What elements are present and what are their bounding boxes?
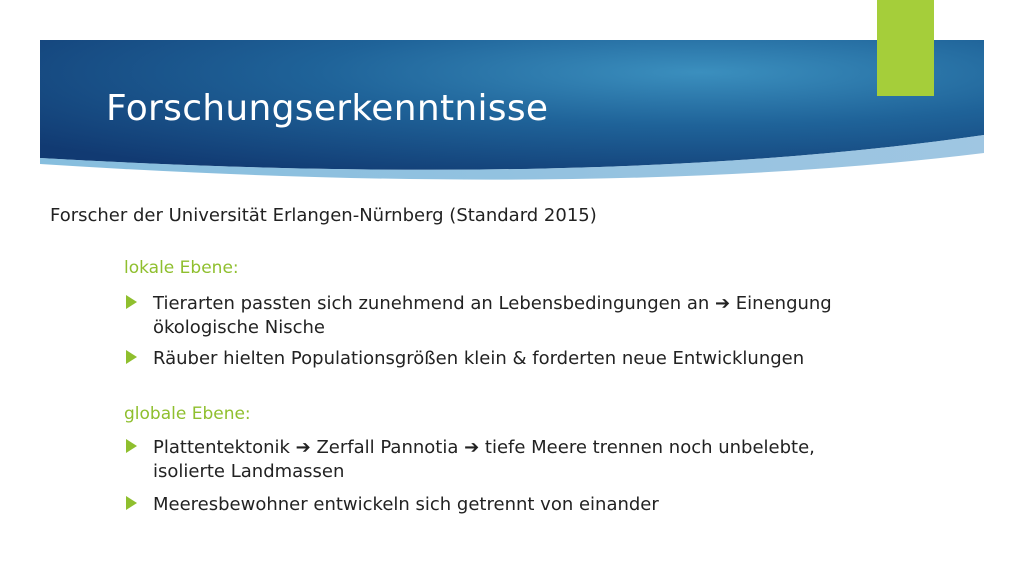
slide-title: Forschungserkenntnisse [106,88,549,129]
intro-text: Forscher der Universität Erlangen-Nürnberg (Standard 2015) [50,205,597,226]
bullet-item [126,436,866,484]
triangle-bullet-icon [126,439,137,453]
triangle-bullet-icon [126,496,137,510]
bullet-item [126,347,866,371]
bullet-item [126,493,866,517]
section-heading-local: lokale Ebene: [124,258,239,278]
bullet-text: Plattentektonik ➔ Zerfall Pannotia ➔ tiefe Meere trennen noch unbelebte, isolierte Landmassen [153,437,815,482]
bullet-item [126,292,866,340]
triangle-bullet-icon [126,295,137,309]
accent-bar [877,0,934,96]
bullet-text: Tierarten passten sich zunehmend an Lebensbedingungen an ➔ Einengung ökologische Nische [153,293,832,338]
bullet-text: Meeresbewohner entwickeln sich getrennt von einander [153,494,659,515]
triangle-bullet-icon [126,350,137,364]
bullet-text: Räuber hielten Populationsgrößen klein & forderten neue Entwicklungen [153,348,805,369]
section-heading-global: globale Ebene: [124,404,251,424]
